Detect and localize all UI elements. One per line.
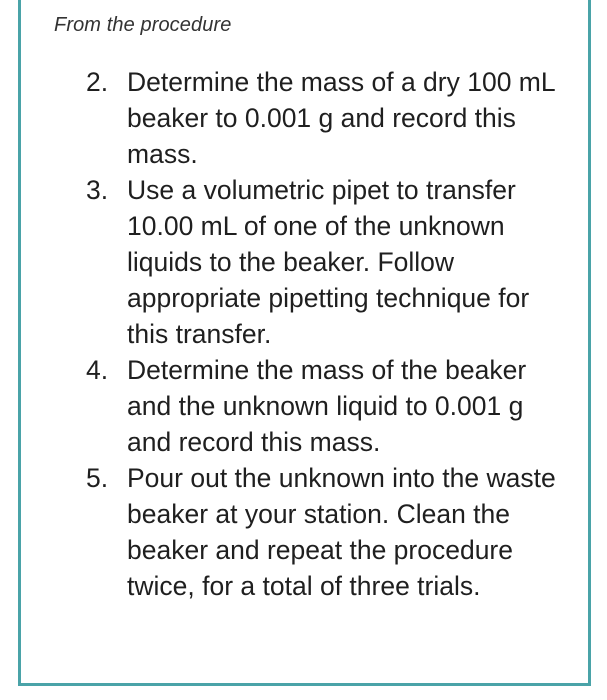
procedure-steps-list [21,64,581,604]
step-number: 2. [86,67,109,97]
step-number: 3. [86,175,109,205]
procedure-step [21,352,581,460]
procedure-step [21,460,581,604]
step-number: 5. [86,463,109,493]
procedure-card [18,0,591,686]
step-number: 4. [86,355,109,385]
procedure-step [21,64,581,172]
step-text: Use a volumetric pipet to transfer 10.00 mL of one of the unknown liquids to the beaker. Follow appropriate pipetting technique for this transfer. [127,175,530,349]
procedure-heading: From the procedure [54,14,232,36]
procedure-step [21,172,581,352]
step-text: Pour out the unknown into the waste beaker at your station. Clean the beaker and repeat the procedure twice, for a total of three trials. [127,463,556,601]
step-text: Determine the mass of the beaker and the unknown liquid to 0.001 g and record this mass. [127,355,527,457]
step-text: Determine the mass of a dry 100 mL beaker to 0.001 g and record this mass. [127,67,555,169]
